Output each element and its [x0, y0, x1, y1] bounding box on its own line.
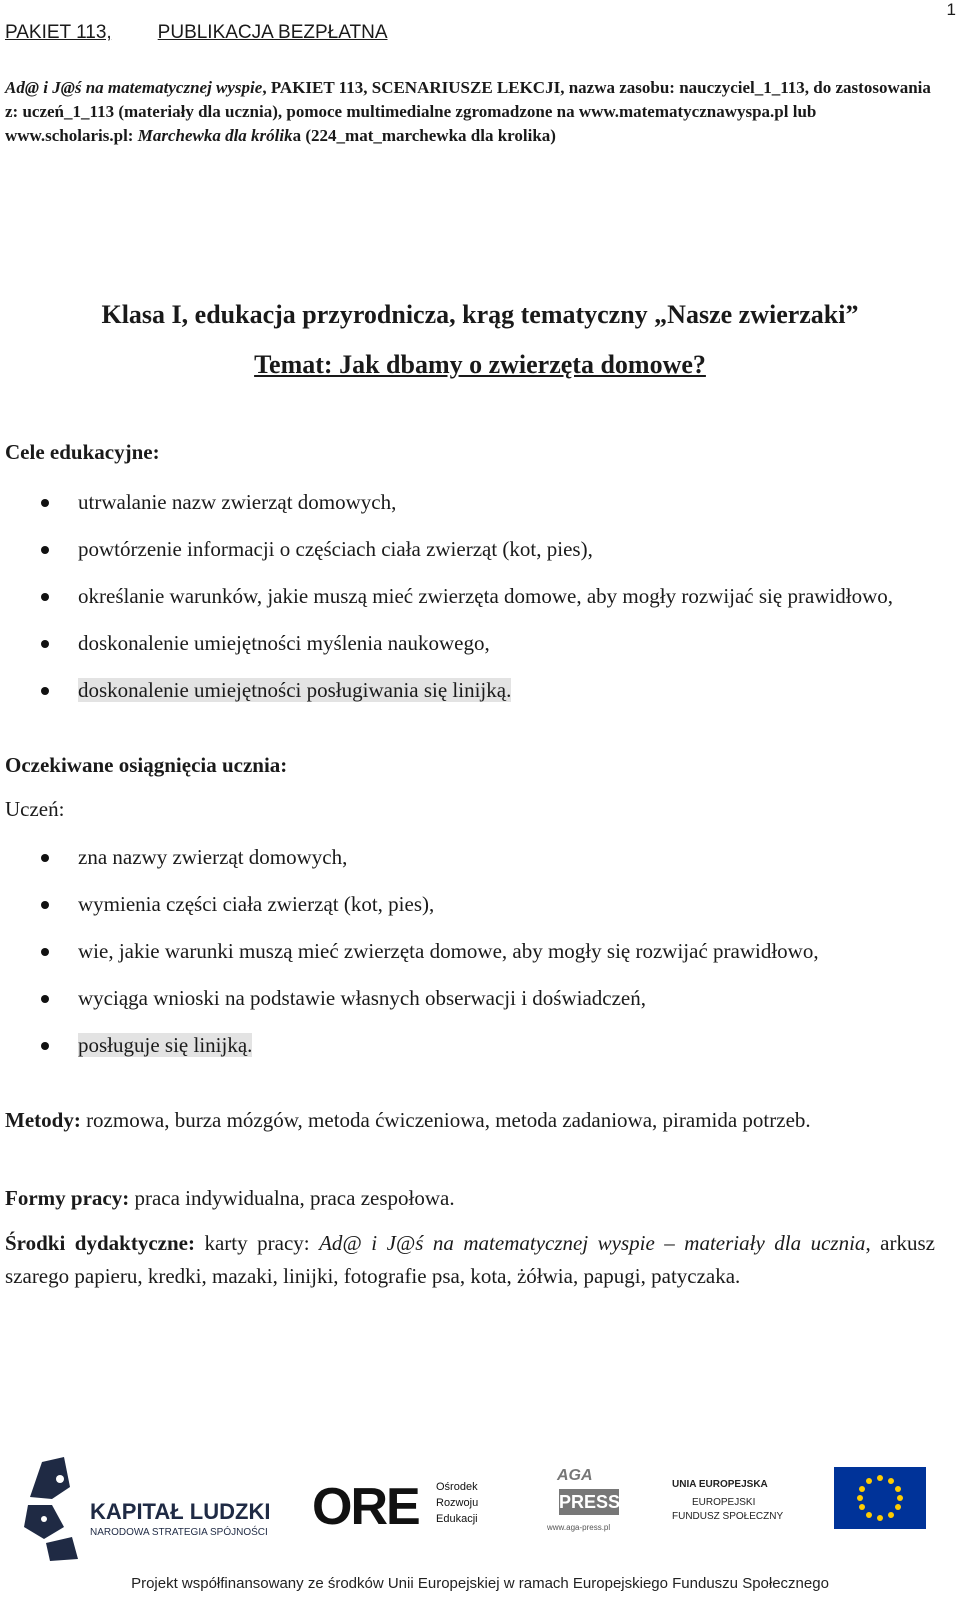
list-item: utrwalanie nazw zwierząt domowych, — [0, 486, 930, 519]
page-number: 1 — [946, 0, 956, 19]
list-item: doskonalenie umiejętności posługiwania się linijką. — [0, 674, 930, 707]
resource-metadata — [5, 76, 935, 148]
bullet-icon — [41, 593, 49, 601]
list-item: zna nazwy zwierząt domowych, — [0, 841, 930, 874]
materials-title: Ad@ i J@ś na matematycznej wyspie – materiały dla ucznia — [319, 1231, 866, 1255]
list-item: doskonalenie umiejętności myślenia naukowego, — [0, 627, 930, 660]
aga-press-logo — [545, 1467, 645, 1557]
funding-note: Projekt współfinansowany ze środków Unii Europejskiej w ramach Europejskiego Funduszu Społecznego — [131, 1575, 829, 1592]
package-label: PAKIET 113, — [5, 22, 112, 43]
bullet-icon — [41, 1042, 49, 1050]
aga-press-badge: PRESS — [559, 1489, 619, 1515]
eu-fund-line1: EUROPEJSKI — [692, 1497, 756, 1508]
list-item: wyciąga wnioski na podstawie własnych obserwacji i doświadczeń, — [0, 982, 930, 1015]
methods-text: rozmowa, burza mózgów, metoda ćwiczeniowa, metoda zadaniowa, piramida potrzeb. — [80, 1108, 811, 1132]
bullet-icon — [41, 901, 49, 909]
kapital-ludzki-logo — [22, 1457, 277, 1567]
bullet-icon — [41, 640, 49, 648]
forms-text: praca indywidualna, praca zespołowa. — [129, 1186, 455, 1210]
list-item: posługuje się linijką. — [0, 1029, 930, 1062]
didactic-paragraph: Środki dydaktyczne: karty pracy: Ad@ i J@ś na matematycznej wyspie – materiały dla ucznia, arkusz szarego papieru, kredki, mazaki, linijki, fotografie psa, kota, żółwia, papugi, patyczaka. — [5, 1231, 935, 1288]
publication-label: PUBLIKACJA BEZPŁATNA — [157, 22, 388, 43]
kl-title: KAPITAŁ LUDZKI — [90, 1499, 271, 1524]
goals-heading: Cele edukacyjne: — [5, 440, 160, 464]
list-item: wymienia części ciała zwierząt (kot, pies), — [0, 888, 930, 921]
bullet-icon — [41, 546, 49, 554]
eu-logo — [672, 1467, 942, 1557]
methods-label: Metody: — [5, 1108, 81, 1132]
aga-mark: AGA — [557, 1467, 593, 1484]
outcomes-list — [0, 841, 930, 1062]
lesson-topic — [0, 350, 960, 380]
ore-name: Ośrodek Rozwoju Edukacji — [436, 1481, 479, 1525]
class-title: Klasa I, edukacja przyrodnicza, krąg tematyczny „Nasze zwierzaki” — [101, 300, 859, 329]
page-header — [5, 22, 388, 44]
kapital-ludzki-emblem-icon — [22, 1457, 82, 1562]
forms-paragraph — [5, 1182, 935, 1215]
list-item: określanie warunków, jakie muszą mieć zwierzęta domowe, aby mogły rozwijać się prawidłowo, — [0, 580, 930, 613]
student-label: Uczeń: — [5, 797, 65, 821]
goals-list — [0, 486, 930, 707]
list-item: powtórzenie informacji o częściach ciała zwierząt (kot, pies), — [0, 533, 930, 566]
list-item: wie, jakie warunki muszą mieć zwierzęta domowe, aby mogły się rozwijać prawidłowo, — [0, 935, 930, 968]
ore-logo — [312, 1477, 492, 1547]
resource-title: Marchewka dla królik — [137, 126, 293, 145]
aga-url: www.aga-press.pl — [547, 1523, 611, 1532]
eu-fund-line2: FUNDUSZ SPOŁECZNY — [672, 1511, 784, 1522]
ore-mark: ORE — [312, 1478, 419, 1536]
bullet-icon — [41, 995, 49, 1003]
eu-name: UNIA EUROPEJSKA — [672, 1479, 768, 1490]
bullet-icon — [41, 687, 49, 695]
lesson-topic-text: Temat: Jak dbamy o zwierzęta domowe? — [254, 350, 706, 379]
bullet-icon — [41, 854, 49, 862]
series-title: Ad@ i J@ś na matematycznej wyspie — [5, 78, 263, 97]
kl-subtitle: NARODOWA STRATEGIA SPÓJNOŚCI — [90, 1527, 268, 1538]
eu-flag-icon — [834, 1467, 926, 1529]
methods-paragraph — [5, 1104, 935, 1137]
didactic-label: Środki dydaktyczne: — [5, 1231, 195, 1255]
outcomes-heading: Oczekiwane osiągnięcia ucznia: — [5, 753, 288, 777]
forms-label: Formy pracy: — [5, 1186, 130, 1210]
bullet-icon — [41, 948, 49, 956]
metadata-text-1: , PAKIET 113, SCENARIUSZE LEKCJI, nazwa zasobu: nauczyciel_1_113, do zastosowania z: uczeń_1_113 (materiały dla ucznia), pomoce multimedialne zgromadzone na www.matematycznawyspa.pl lub www.scholaris.pl: — [5, 78, 931, 145]
metadata-text-2: a (224_mat_marchewka dla krolika) — [292, 126, 556, 145]
bullet-icon — [41, 499, 49, 507]
